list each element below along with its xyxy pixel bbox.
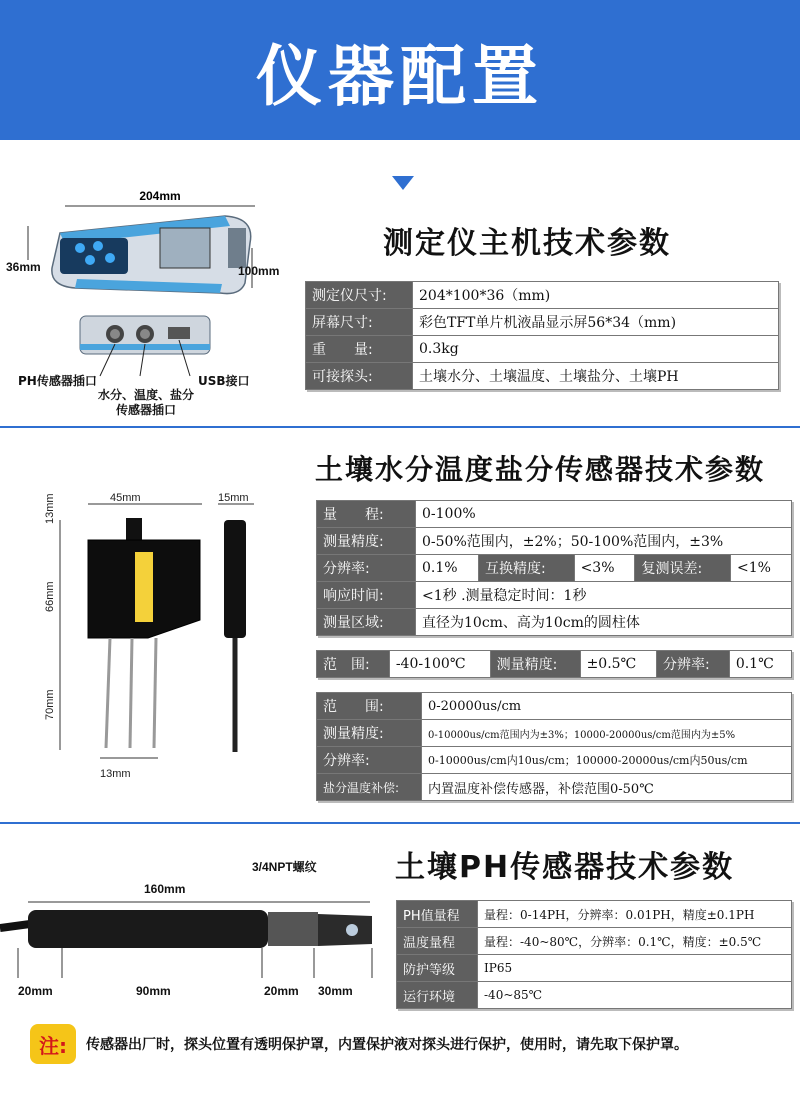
ph-probe-image <box>0 900 380 980</box>
thread-label: 3/4NPT螺纹 <box>252 860 317 874</box>
table-row <box>306 336 779 363</box>
moisture-spec-table <box>316 500 792 636</box>
ph-spec-table <box>396 900 792 1009</box>
table-row <box>317 747 792 774</box>
note-badge: 注: <box>30 1024 76 1064</box>
dim-70-label: 70mm <box>44 689 56 720</box>
dim-45-label: 45mm <box>110 492 141 504</box>
spec-label: 运行环境 <box>397 982 478 1009</box>
table-row <box>317 555 792 582</box>
spec-label: 响应时间: <box>317 582 416 609</box>
spec-label: 量 程: <box>317 501 416 528</box>
table-row <box>317 720 792 747</box>
spec-value: ±0.5℃ <box>580 651 656 678</box>
spec-value: 土壤水分、土壤温度、土壤盐分、土壤PH <box>413 363 779 390</box>
soil-sensor-image <box>40 490 280 790</box>
note-text: 传感器出厂时，探头位置有透明保护罩，内置保护液对探头进行保护，使用时，请先取下保护罩。 <box>86 1037 688 1053</box>
table-row <box>306 309 779 336</box>
spec-label: 分辨率: <box>317 747 422 774</box>
spec-value: 彩色TFT单片机液晶显示屏56*34（mm) <box>413 309 779 336</box>
table-row <box>397 901 792 928</box>
spec-value: 0.1% <box>416 555 479 582</box>
spec-value: -40~85℃ <box>478 982 792 1009</box>
dim-13-bottom-label: 13mm <box>100 768 131 780</box>
spec-label: 可接探头: <box>306 363 413 390</box>
dim-66-label: 66mm <box>44 581 56 612</box>
spec-value: 量程：0-14PH，分辨率：0.01PH，精度±0.1PH <box>478 901 792 928</box>
dim-20b-label: 20mm <box>264 984 299 998</box>
spec-label: 范 围: <box>317 693 422 720</box>
spec-value: 内置温度补偿传感器，补偿范围0-50℃ <box>422 774 792 801</box>
soil-sensor-title: 土壤水分温度盐分传感器技术参数 <box>315 453 766 486</box>
dim-15-label: 15mm <box>218 492 249 504</box>
port-panel-image <box>80 314 215 358</box>
table-row <box>306 282 779 309</box>
page-title: 仪器配置 <box>256 37 544 115</box>
spec-label: 复测误差: <box>635 555 731 582</box>
spec-label: 测量精度: <box>317 528 416 555</box>
table-row <box>397 955 792 982</box>
spec-value: -40-100℃ <box>389 651 490 678</box>
meter-device-image <box>20 188 300 308</box>
moisture-port-label: 水分、温度、盐分 传感器插口 <box>98 388 195 417</box>
spec-label: 测量精度: <box>490 651 580 678</box>
header-banner <box>0 0 800 140</box>
spec-label: 测定仪尺寸: <box>306 282 413 309</box>
table-row <box>317 501 792 528</box>
dim-36-label: 36mm <box>6 260 41 274</box>
main-unit-title: 测定仪主机技术参数 <box>383 226 671 261</box>
spec-label: 分辨率: <box>317 555 416 582</box>
table-row <box>306 363 779 390</box>
spec-label: 分辨率: <box>656 651 729 678</box>
spec-value: IP65 <box>478 955 792 982</box>
spec-value: 0-50%范围内，±2%；50-100%范围内，±3% <box>416 528 792 555</box>
table-row <box>397 982 792 1009</box>
table-row <box>397 928 792 955</box>
table-row <box>317 774 792 801</box>
spec-value: 204*100*36（mm) <box>413 282 779 309</box>
spec-label: 温度量程 <box>397 928 478 955</box>
dim-204-label: 204mm <box>139 189 181 203</box>
spec-label: 重 量: <box>306 336 413 363</box>
main-unit-spec-table <box>305 281 779 390</box>
spec-value: 0-10000us/cm范围内为±3%；10000-20000us/cm范围内为±5% <box>422 720 792 747</box>
section-divider <box>0 822 800 824</box>
spec-value: 0-10000us/cm内10us/cm；100000-20000us/cm内50us/cm <box>422 747 792 774</box>
spec-label: 测量区域: <box>317 609 416 636</box>
spec-label: 测量精度: <box>317 720 422 747</box>
spec-label: 盐分温度补偿: <box>317 774 422 801</box>
table-row <box>317 582 792 609</box>
table-row <box>317 651 792 678</box>
spec-value: 直径为10cm、高为10cm的圆柱体 <box>416 609 792 636</box>
spec-value: 量程：-40~80℃，分辨率：0.1℃，精度：±0.5℃ <box>478 928 792 955</box>
usb-port-label: USB接口 <box>198 374 250 388</box>
spec-value: <1秒 .测量稳定时间：1秒 <box>416 582 792 609</box>
ph-sensor-title: 土壤PH传感器技术参数 <box>395 850 735 885</box>
table-row <box>317 693 792 720</box>
spec-label: 互换精度: <box>478 555 574 582</box>
ph-port-label: PH传感器插口 <box>18 374 97 388</box>
spec-label: 范 围: <box>317 651 390 678</box>
dim-13-vertical-label: 13mm <box>44 493 56 524</box>
table-row <box>317 528 792 555</box>
spec-value: <3% <box>574 555 635 582</box>
dim-90-label: 90mm <box>136 984 171 998</box>
dim-100-label: 100mm <box>238 264 280 278</box>
dim-160-label: 160mm <box>144 882 186 896</box>
section-divider <box>0 426 800 428</box>
spec-label: 防护等级 <box>397 955 478 982</box>
spec-value: 0-20000us/cm <box>422 693 792 720</box>
dim-20a-label: 20mm <box>18 984 53 998</box>
spec-value: 0-100% <box>416 501 792 528</box>
table-row <box>317 609 792 636</box>
spec-label: 屏幕尺寸: <box>306 309 413 336</box>
spec-value: 0.1℃ <box>729 651 791 678</box>
down-arrow-icon <box>392 176 414 190</box>
spec-label: PH值量程 <box>397 901 478 928</box>
dim-30-label: 30mm <box>318 984 353 998</box>
spec-value: 0.3kg <box>413 336 779 363</box>
salinity-spec-table <box>316 692 792 801</box>
spec-value: <1% <box>731 555 792 582</box>
temperature-spec-table <box>316 650 792 678</box>
